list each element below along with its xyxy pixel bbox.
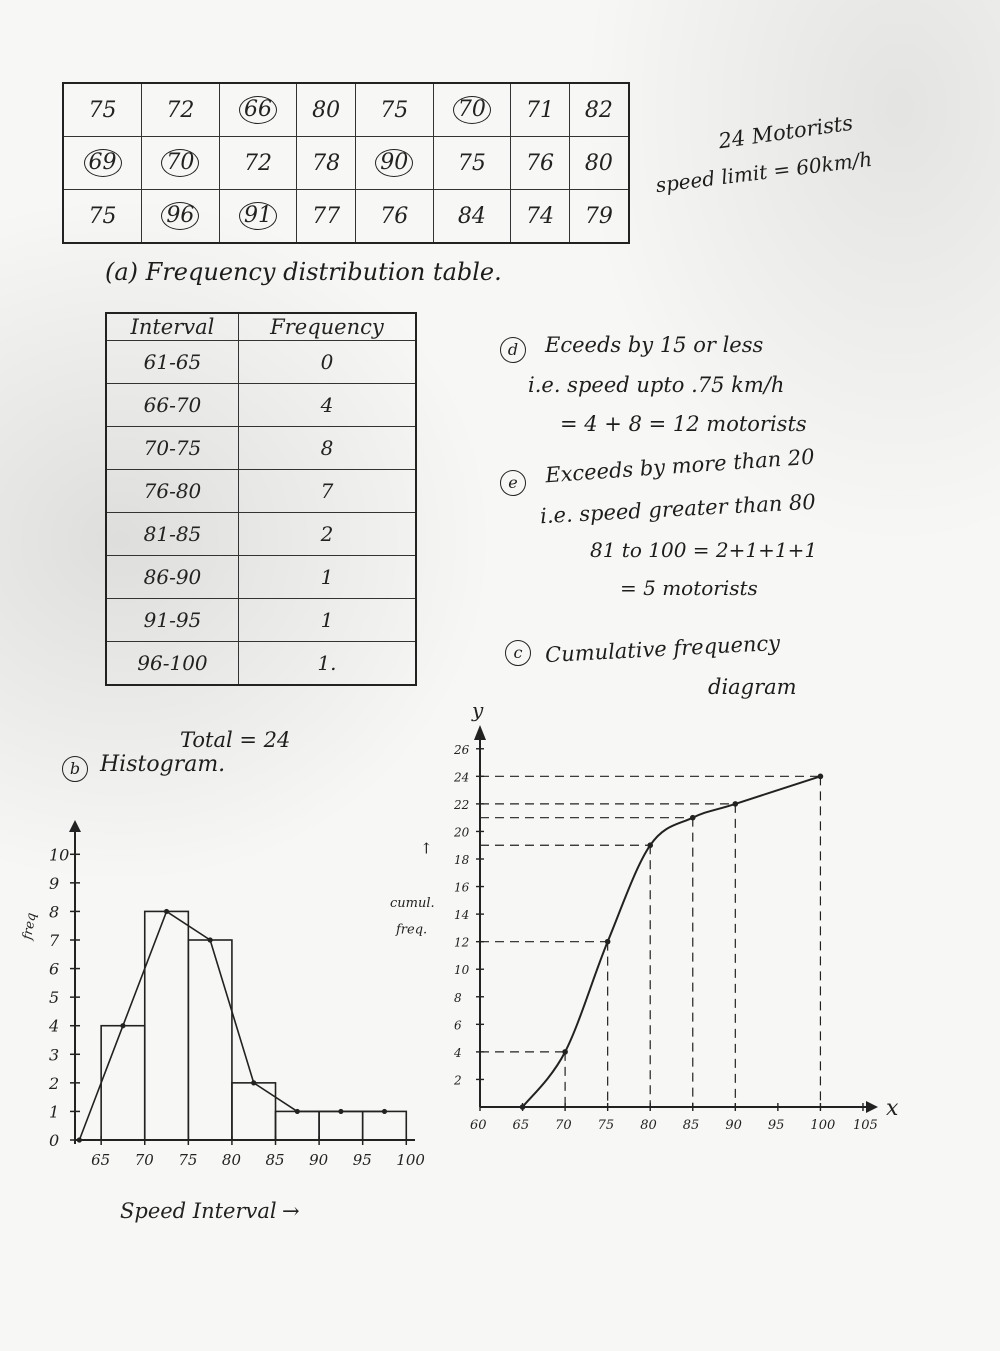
y-tick-label: 6	[49, 959, 60, 979]
histogram-bar	[276, 1111, 320, 1140]
part-b-heading: Histogram.	[100, 752, 226, 777]
frequency-table	[105, 312, 417, 686]
speed-cell	[433, 190, 511, 244]
speed-value: 76	[525, 150, 554, 176]
x-tick-label: 70	[555, 1118, 572, 1133]
motorists-note: 24 Motorists	[716, 110, 855, 154]
x-tick-label: 70	[134, 1151, 154, 1169]
histogram-bar	[319, 1111, 363, 1140]
frequency-cell: 7	[238, 469, 416, 512]
part-d-letter: d	[507, 340, 519, 359]
circled-speed-value: 69	[84, 149, 122, 177]
frequency-cell: 1.	[238, 641, 416, 685]
speed-value: 80	[584, 150, 613, 176]
y-tick-label: 26	[454, 742, 470, 757]
frequency-row	[106, 512, 416, 555]
speed-cell	[355, 190, 433, 244]
part-d-label	[500, 337, 526, 363]
speed-cell	[511, 137, 570, 190]
speed-value: 75	[88, 203, 117, 229]
speed-value: 84	[457, 203, 486, 229]
part-e-letter: e	[508, 473, 518, 492]
polygon-point	[120, 1023, 125, 1028]
polygon-point	[164, 909, 169, 914]
speed-value: 75	[380, 97, 409, 123]
up-arrow-glyph: ↑	[420, 839, 433, 858]
frequency-header: Frequency	[238, 313, 416, 341]
speed-cell	[142, 83, 220, 137]
y-axis-arrow	[69, 820, 81, 832]
y-tick-label: 10	[49, 845, 70, 865]
frequency-row	[106, 426, 416, 469]
speed-cell	[219, 137, 297, 190]
ogive-point	[733, 801, 739, 807]
x-axis-arrow-glyph: →	[282, 1199, 300, 1223]
ogive-point	[605, 939, 611, 945]
interval-cell: 76-80	[106, 469, 238, 512]
y-tick-label: 2	[49, 1073, 60, 1093]
x-tick-label: 65	[512, 1118, 530, 1133]
y-tick-label: 0	[49, 1131, 60, 1150]
y-tick-label: 24	[454, 770, 470, 785]
y-tick-label: 6	[454, 1018, 462, 1033]
ogive-point	[818, 774, 824, 780]
cumulative-label: cumul.	[390, 896, 435, 912]
y-tick-label: 14	[454, 908, 470, 923]
speed-cell	[63, 83, 142, 137]
interval-cell: 70-75	[106, 426, 238, 469]
x-tick-label: 75	[178, 1151, 198, 1169]
y-tick-label: 10	[454, 963, 470, 978]
histogram-bar	[188, 940, 232, 1140]
interval-cell: 96-100	[106, 641, 238, 685]
circled-speed-value: 70	[161, 149, 199, 177]
part-c-line1: Cumulative frequency	[544, 630, 781, 668]
frequency-cell: 1	[238, 555, 416, 598]
speed-cell	[297, 83, 356, 137]
part-c-label	[505, 640, 531, 666]
frequency-total: Total = 24	[180, 728, 291, 752]
frequency-row	[106, 641, 416, 685]
y-tick-label: 22	[454, 797, 470, 812]
interval-cell: 91-95	[106, 598, 238, 641]
x-tick-label: 85	[265, 1151, 285, 1169]
speed-cell	[433, 83, 511, 137]
x-tick-label: 95	[352, 1151, 372, 1169]
x-tick-label: 60	[470, 1118, 487, 1133]
speed-cell	[355, 83, 433, 137]
frequency-label: freq.	[396, 922, 428, 938]
histogram-bar	[101, 1026, 145, 1140]
interval-header: Interval	[106, 313, 238, 341]
part-d-line1: Eceeds by 15 or less	[545, 333, 764, 357]
x-tick-label: 100	[810, 1118, 836, 1133]
frequency-cell: 0	[238, 341, 416, 384]
ogive-curve	[523, 776, 821, 1107]
speed-cell	[511, 83, 570, 137]
speed-value: 78	[312, 150, 341, 176]
speed-value: 82	[584, 97, 613, 123]
speed-cell	[297, 137, 356, 190]
y-tick-label: 12	[454, 935, 470, 950]
frequency-row	[106, 469, 416, 512]
speed-row	[63, 137, 629, 190]
ogive-point	[562, 1049, 568, 1055]
speed-cell	[511, 190, 570, 244]
x-tick-label: 75	[597, 1118, 615, 1133]
histogram-bar	[232, 1083, 276, 1140]
y-tick-label: 9	[49, 873, 60, 893]
y-tick-label: 4	[454, 1045, 462, 1060]
part-e-line2: i.e. speed greater than 80	[539, 489, 817, 529]
frequency-cell: 4	[238, 383, 416, 426]
speed-cell	[142, 190, 220, 244]
x-tick-label: 95	[767, 1118, 785, 1133]
ogive-point	[520, 1104, 526, 1110]
frequency-row	[106, 341, 416, 384]
ogive-point	[690, 815, 696, 821]
frequency-cell: 1	[238, 598, 416, 641]
part-d-line2: i.e. speed upto .75 km/h	[528, 373, 785, 397]
speed-cell	[142, 137, 220, 190]
speed-value: 76	[380, 203, 409, 229]
part-d-line3: = 4 + 8 = 12 motorists	[560, 412, 807, 436]
speed-cell	[355, 137, 433, 190]
y-tick-label: 20	[454, 825, 470, 840]
x-tick-label: 90	[309, 1151, 329, 1169]
speed-cell	[63, 190, 142, 244]
speed-value: 74	[525, 203, 554, 229]
x-axis-arrow	[866, 1101, 878, 1113]
circled-speed-value: 96	[161, 202, 199, 230]
polygon-point	[77, 1137, 82, 1142]
speed-row	[63, 190, 629, 244]
circled-speed-value: 90	[375, 149, 413, 177]
x-axis-label: Speed Interval	[120, 1199, 277, 1223]
polygon-point	[338, 1109, 343, 1114]
speed-cell	[219, 83, 297, 137]
y-axis-arrow	[474, 725, 486, 740]
speed-value: 75	[457, 150, 486, 176]
x-tick-label: 65	[91, 1151, 111, 1169]
part-e-label	[500, 470, 526, 496]
speed-value: 72	[166, 97, 195, 123]
frequency-cell: 8	[238, 426, 416, 469]
y-tick-label: 1	[49, 1102, 60, 1122]
part-b-letter: b	[69, 759, 81, 778]
circled-speed-value: 91	[239, 202, 277, 230]
speed-row	[63, 83, 629, 137]
polygon-point	[251, 1080, 256, 1085]
y-tick-label: 5	[49, 988, 60, 1008]
cumulative-frequency-chart	[380, 690, 899, 1160]
circled-speed-value: 66	[239, 96, 277, 124]
y-axis-letter: y	[472, 698, 484, 722]
y-tick-label: 2	[454, 1073, 462, 1088]
part-e-line3: 81 to 100 = 2+1+1+1	[590, 538, 818, 562]
x-axis-letter: x	[886, 1096, 899, 1121]
y-tick-label: 4	[49, 1016, 60, 1036]
frequency-row	[106, 555, 416, 598]
x-tick-label: 85	[682, 1118, 700, 1133]
y-tick-label: 3	[49, 1045, 60, 1065]
part-c-letter: c	[513, 643, 523, 662]
part-b-label	[62, 756, 88, 782]
y-tick-label: 8	[49, 902, 60, 922]
x-tick-label: 105	[852, 1118, 878, 1133]
speed-cell	[569, 83, 629, 137]
part-a-heading: (a) Frequency distribution table.	[105, 258, 502, 286]
speed-cell	[433, 137, 511, 190]
x-tick-label: 80	[640, 1118, 657, 1133]
speed-value: 71	[525, 97, 554, 123]
speed-data-table	[62, 82, 630, 244]
frequency-cell: 2	[238, 512, 416, 555]
y-axis-label: freq	[20, 911, 40, 941]
ogive-point	[647, 842, 653, 848]
interval-cell: 66-70	[106, 383, 238, 426]
y-tick-label: 18	[454, 853, 470, 867]
part-e-line1: Exceeds by more than 20	[544, 444, 816, 488]
y-tick-label: 8	[454, 990, 462, 1005]
interval-cell: 81-85	[106, 512, 238, 555]
frequency-row	[106, 383, 416, 426]
speed-value: 75	[88, 97, 117, 123]
part-c-line2: diagram	[708, 675, 797, 699]
speed-value: 72	[243, 150, 272, 176]
speed-cell	[63, 137, 142, 190]
polygon-point	[295, 1109, 300, 1114]
speed-value: 77	[312, 203, 341, 229]
speed-cell	[297, 190, 356, 244]
histogram-bar	[145, 911, 189, 1140]
x-tick-label: 90	[725, 1118, 742, 1133]
interval-cell: 86-90	[106, 555, 238, 598]
y-tick-label: 16	[454, 880, 470, 895]
x-tick-label: 100	[396, 1151, 425, 1169]
interval-cell: 61-65	[106, 341, 238, 384]
speed-value: 79	[584, 203, 613, 229]
speed-cell	[569, 137, 629, 190]
y-tick-label: 7	[49, 931, 60, 950]
polygon-point	[208, 937, 213, 942]
speed-limit-note: speed limit = 60km/h	[654, 146, 874, 198]
speed-cell	[219, 190, 297, 244]
frequency-row	[106, 598, 416, 641]
circled-speed-value: 70	[453, 96, 491, 124]
speed-value: 80	[312, 97, 341, 123]
x-tick-label: 80	[221, 1151, 242, 1169]
part-e-line4: = 5 motorists	[620, 576, 758, 600]
speed-cell	[569, 190, 629, 244]
